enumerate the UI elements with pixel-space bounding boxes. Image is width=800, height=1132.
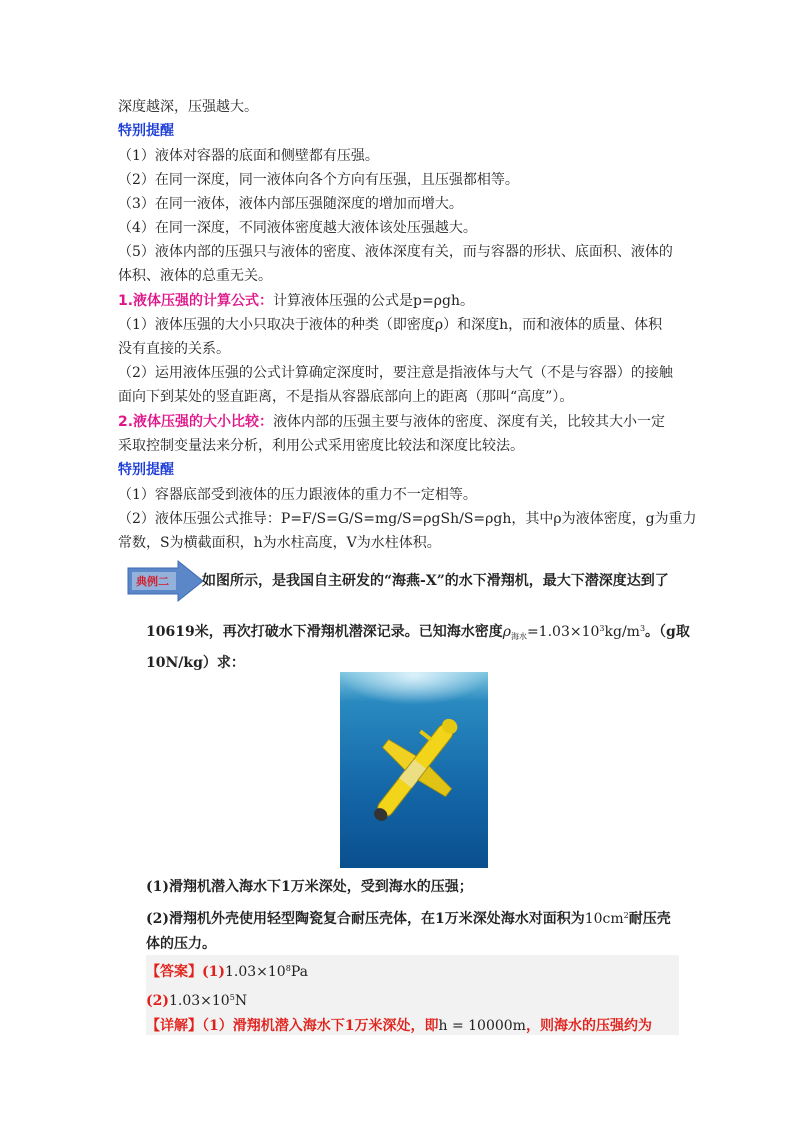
text-line: 常数，S为横截面积，h为水柱高度，V为水柱体积。 bbox=[118, 535, 441, 551]
text-line: （2）液体压强公式推导：P=F/S=G/S=mg/S=ρgSh/S=ρgh，其中ρ为液体密度，g为重力 bbox=[118, 511, 697, 527]
question-2-tail: 体的压力。 bbox=[146, 936, 216, 952]
text-line: （2）运用液体压强的公式计算确定深度时，要注意是指液体与大气（不是与容器）的接触 bbox=[118, 365, 673, 381]
example-text: 如图所示，是我国自主研发的“海燕-X”的水下滑翔机，最大下潜深度达到了 bbox=[202, 573, 669, 589]
text-line: 没有直接的关系。 bbox=[118, 341, 230, 357]
text-line: （4）在同一深度，不同液体密度越大液体该处压强越大。 bbox=[118, 220, 477, 236]
underwater-glider-photo bbox=[340, 672, 488, 868]
comparison-line bbox=[118, 412, 665, 432]
formula-line bbox=[118, 291, 474, 311]
text-line: 体积、液体的总重无关。 bbox=[118, 268, 272, 284]
section-heading: 特别提醒 bbox=[118, 123, 174, 139]
text-line: 面向下到某处的竖直距离，不是指从容器底部向上的距离（那叫“高度”）。 bbox=[118, 389, 574, 405]
text-line: 采取控制变量法来分析，利用公式采用密度比较法和深度比较法。 bbox=[118, 438, 524, 454]
example-text: 。（g取 bbox=[645, 624, 690, 640]
text-line: （1）液体对容器的底面和侧壁都有压强。 bbox=[118, 148, 379, 164]
badge-label: 典例二 bbox=[136, 575, 169, 588]
answer-line-1: 【答案】$(1)1.03\times 10^8Pa$ bbox=[146, 964, 308, 980]
answer-line-2: $(2)1.03\times 10^5N$ bbox=[146, 993, 248, 1009]
detail-line: 【详解】（1）滑翔机潜入海水下1万米深处，即h = 10000m，则海水的压强约为 bbox=[146, 1018, 652, 1034]
section-title: 1.液体压强的计算公式： bbox=[118, 293, 274, 309]
section-heading: 特别提醒 bbox=[118, 462, 174, 478]
density-formula: $\rho_{海水}=1.03\times 10^3kg/m^3$ bbox=[502, 624, 646, 641]
example-text-line bbox=[146, 619, 690, 647]
text-line: （1）液体压强的大小只取决于液体的种类（即密度ρ）和深度h，而和液体的质量、体积 bbox=[118, 317, 663, 333]
text-line: 深度越深，压强越大。 bbox=[118, 99, 258, 115]
section-text: 计算液体压强的公式是p=ρgh。 bbox=[273, 293, 474, 309]
example-badge bbox=[126, 560, 204, 602]
question-2-line: (2)滑翔机外壳使用轻型陶瓷复合耐压壳体，在1万米深处海水对面积为$10cm^2$耐压壳 bbox=[146, 911, 671, 927]
text-line: （3）在同一液体，液体内部压强随深度的增加而增大。 bbox=[118, 196, 463, 212]
section-text: 液体内部的压强主要与液体的密度、深度有关，比较其大小一定 bbox=[273, 414, 666, 430]
question-1: (1)滑翔机潜入海水下1万米深处，受到海水的压强； bbox=[146, 879, 473, 895]
text-line: （1）容器底部受到液体的压力跟液体的重力不一定相等。 bbox=[118, 487, 477, 503]
section-title: 2.液体压强的大小比较： bbox=[118, 414, 274, 430]
text-line: （5）液体内部的压强只与液体的密度、液体深度有关，而与容器的形状、底面积、液体的 bbox=[118, 244, 673, 260]
text-line: （2）在同一深度，同一液体向各个方向有压强，且压强都相等。 bbox=[118, 172, 519, 188]
example-text: 10N/kg）求： bbox=[146, 655, 245, 671]
example-text: 10619米，再次打破水下滑翔机潜深记录。已知海水密度 bbox=[146, 624, 503, 640]
